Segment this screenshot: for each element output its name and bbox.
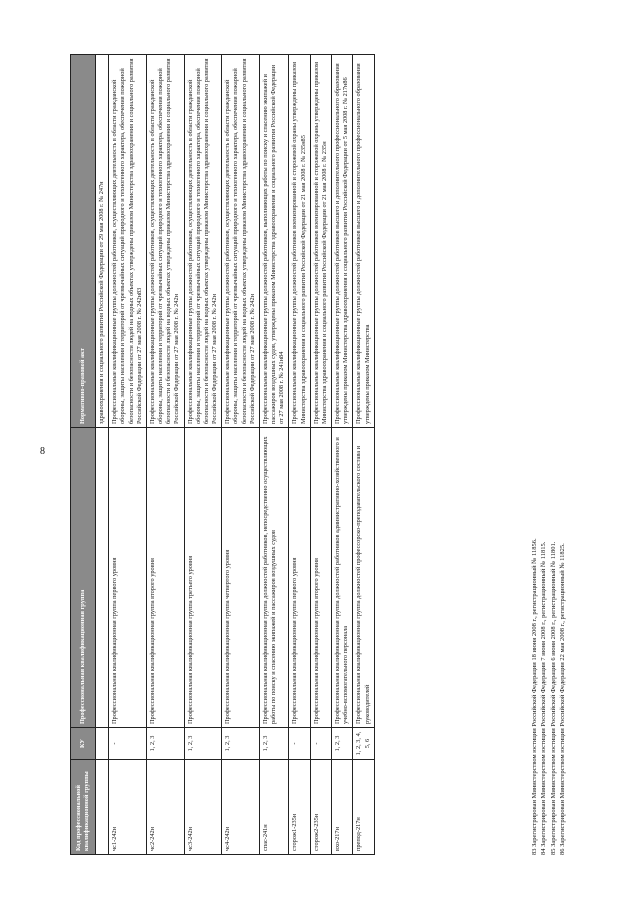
table-row — [184, 55, 222, 855]
cell-act: Профессиональные квалификационные группы должностей работников высшего и дополнительного профессионального образования утверждены приказом Министерства здравоохранения и социального развития Российской Федерации от 5 мая 2008 г. № 217н86 — [332, 55, 353, 428]
page-number: 8 — [40, 446, 45, 457]
cell-code: чс1-242н — [109, 760, 147, 855]
cell-ku: 1, 2, 3, 4, 5, 6 — [353, 728, 374, 760]
table-row — [96, 55, 109, 855]
cell-ku: 1, 2, 3 — [259, 728, 289, 760]
table-row — [222, 55, 260, 855]
footnote: 84 Зарегистрирован Министерством юстиции Российской Федерации 7 июня 2008 г., регистрационный № 11815. — [540, 541, 548, 855]
cell-group: Профессиональная квалификационная группа второго уровня — [146, 428, 184, 728]
qualification-groups-table — [70, 54, 375, 855]
table-row — [353, 55, 374, 855]
cell-group: Профессиональная квалификационная группа третьего уровня — [184, 428, 222, 728]
cell-group: Профессиональная квалификационная группа первого уровня — [289, 428, 310, 728]
rotated-table-sheet — [70, 55, 570, 855]
cell-ku: - — [109, 728, 147, 760]
cell-code: вхо-217н — [332, 760, 353, 855]
cell-ku: - — [289, 728, 310, 760]
cell-code: чс4-242н — [222, 760, 260, 855]
cell-group: Профессиональная квалификационная группа первого уровня — [109, 428, 147, 728]
table-row — [109, 55, 147, 855]
cell-code: спас-241н — [259, 760, 289, 855]
cell-ku: - — [310, 728, 331, 760]
table-row — [259, 55, 289, 855]
cell-group: Профессиональная квалификационная группа должностей профессорско-преподавательского состава и руководителей — [353, 428, 374, 728]
cell-act: Профессиональные квалификационные группы должностей работников высшего и дополнительного профессионального образования утверждены приказом Министерства — [353, 55, 374, 428]
cell-act: Профессиональные квалификационные группы должностей работников военизированной и сторожевой охраны утверждены приказом Министерства здравоохранения и социального развития Российской Федерации от 21 мая 2008 г. № 235н85 — [289, 55, 310, 428]
table-row — [310, 55, 331, 855]
cell-group: Профессиональная квалификационная группа второго уровня — [310, 428, 331, 728]
footnote: 85 Зарегистрирован Министерством юстиции Российской Федерации 6 июня 2008 г., регистрационный № 11801. — [549, 541, 557, 855]
cell-code: препод-217н — [353, 760, 374, 855]
cell-group: Профессиональная квалификационная группа должностей работников, непосредственно осуществляющих работы по поиску и спасению экипажей и пассажиров воздушных судов — [259, 428, 289, 728]
table-row — [146, 55, 184, 855]
cell-act: Профессиональные квалификационные группы должностей работников, осуществляющих деятельность в области гражданской обороны, защиты населения и территорий от чрезвычайных ситуаций природного и техногенного характера, обеспечения пожарной безопасности и безопасности людей на водных объектах утверждены приказом Министерства здравоохранения и социального развития Российской Федерации от 27 мая 2008 г. № 242н — [222, 55, 260, 428]
header-code: Код профессиональной квалификационной группы — [71, 760, 96, 855]
cell-group — [96, 428, 109, 728]
cell-code: чс2-242н — [146, 760, 184, 855]
cell-ku — [96, 728, 109, 760]
cell-group: Профессиональная квалификационная группа четвертого уровня — [222, 428, 260, 728]
cell-ku: 1, 2, 3 — [184, 728, 222, 760]
footnote: 83 Зарегистрирован Министерством юстиции Российской Федерации 18 июня 2008 г., регистрационный № 11856. — [531, 538, 538, 855]
cell-ku: 1, 2, 3 — [222, 728, 260, 760]
cell-group: Профессиональная квалификационная группа должностей работников административно-хозяйственного и учебно-вспомогательного персонала — [332, 428, 353, 728]
cell-ku: 1, 2, 3 — [146, 728, 184, 760]
footnote: 86 Зарегистрирован Министерством юстиции Российской Федерации 22 мая 2008 г., регистрационный № 11825. — [559, 543, 567, 855]
cell-code: чс3-242н — [184, 760, 222, 855]
footnotes — [530, 55, 568, 855]
header-ku: КУ — [71, 728, 96, 760]
table-row — [289, 55, 310, 855]
cell-code: сторож2-235н — [310, 760, 331, 855]
cell-act: Профессиональные квалификационные группы должностей работников, осуществляющих деятельность в области гражданской обороны, защиты населения и территорий от чрезвычайных ситуаций природного и техногенного характера, обеспечения пожарной безопасности и безопасности людей на водных объектах утверждены приказом Министерства здравоохранения и социального развития Российской Федерации от 27 мая 2008 г. № 242н — [184, 55, 222, 428]
header-group: Профессиональная квалификационная группа — [71, 428, 96, 728]
table-header-row — [71, 55, 96, 855]
header-act: Нормативно-правовой акт — [71, 55, 96, 428]
table-row — [332, 55, 353, 855]
cell-ku: 1, 2, 3 — [332, 728, 353, 760]
cell-act: здравоохранения и социального развития Российской Федерации от 29 мая 2008 г. № 247н — [96, 55, 109, 428]
cell-act: Профессиональные квалификационные группы должностей работников, осуществляющих деятельность в области гражданской обороны, защиты населения и территорий от чрезвычайных ситуаций природного и техногенного характера, обеспечения пожарной безопасности и безопасности людей на водных объектах утверждены приказом Министерства здравоохранения и социального развития Российской Федерации от 27 мая 2008 г. № 242н — [146, 55, 184, 428]
cell-act: Профессиональные квалификационные группы должностей работников, выполняющих работы по поиску и спасению экипажей и пассажиров воздушных судов, утверждены приказом Министерства здравоохранения и социального развития Российской Федерации от 27 мая 2008 г. № 241н84 — [259, 55, 289, 428]
cell-act: Профессиональные квалификационные группы должностей работников, осуществляющих деятельность в области гражданской обороны, защиты населения и территорий от чрезвычайных ситуаций природного и техногенного характера, обеспечения пожарной безопасности и безопасности людей на водных объектах утверждены приказом Министерства здравоохранения и социального развития Российской Федерации от 27 мая 2008 г. № 242н83 — [109, 55, 147, 428]
cell-code — [96, 760, 109, 855]
cell-code: сторож1-235н — [289, 760, 310, 855]
cell-act: Профессиональные квалификационные группы должностей работников военизированной и сторожевой охраны утверждены приказом Министерства здравоохранения и социального развития Российской Федерации от 21 мая 2008 г. № 235н — [310, 55, 331, 428]
